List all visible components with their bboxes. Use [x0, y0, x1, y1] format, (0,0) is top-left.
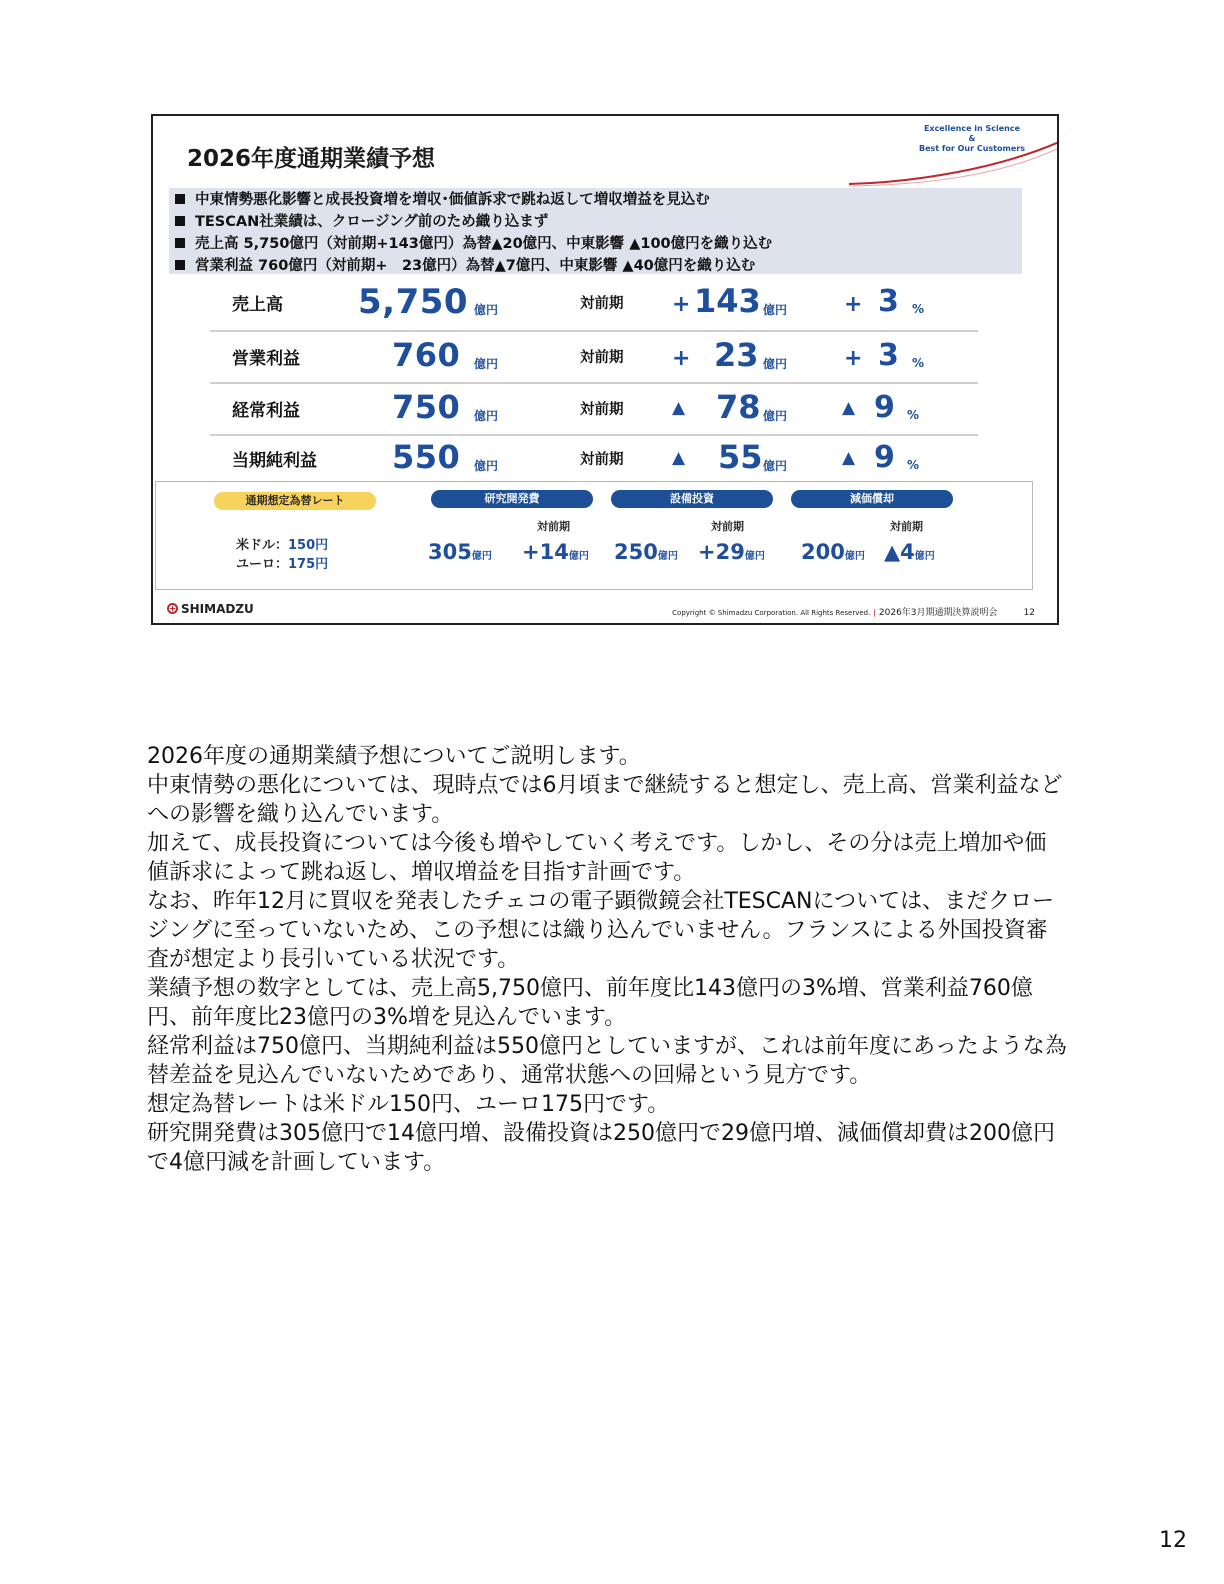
note-paragraph: 経常利益は750億円、当期純利益は550億円としていますが、これは前年度にあったような為替差益を見込んでいないためであり、通常状態への回帰という見方です。 — [147, 1034, 1067, 1088]
kpi-unit: 億円 — [474, 303, 499, 317]
bullet-square-icon — [175, 216, 185, 226]
bullet-square-icon — [175, 238, 185, 248]
rnd-diff — [522, 540, 589, 564]
slide-footer — [672, 605, 1035, 618]
kpi-diff: 23 — [714, 336, 759, 374]
tagline — [907, 124, 1037, 154]
kpi-unit: 億円 — [474, 459, 499, 473]
page-number: 12 — [1159, 1528, 1187, 1553]
kpi-vs-label: 対前期 — [580, 452, 624, 468]
bullet-text: TESCAN社業績は、クロージング前のため織り込まず — [195, 214, 549, 230]
kpi-sign: ▲ — [672, 398, 686, 418]
kpi-pct: 3 — [878, 338, 899, 373]
kpi-pct-sign: + — [844, 346, 863, 371]
depreciation-value-number: 200 — [801, 540, 845, 564]
capex-value-number: 250 — [614, 540, 658, 564]
kpi-row-ordinary-profit — [210, 384, 978, 436]
kpi-pct-unit: % — [907, 458, 920, 472]
rnd-diff-unit: 億円 — [568, 551, 589, 562]
rnd-diff-number: +14 — [522, 540, 569, 564]
bullet-square-icon — [175, 260, 185, 270]
capex-diff-number: +29 — [698, 540, 745, 564]
fx-eur-label: ユーロ： — [236, 557, 289, 572]
fx-usd-label: 米ドル： — [236, 538, 289, 553]
kpi-value: 5,750 — [358, 282, 469, 322]
kpi-value: 550 — [392, 438, 461, 476]
fx-usd — [236, 534, 328, 553]
kpi-label: 当期純利益 — [232, 451, 317, 471]
kpi-diff: 78 — [716, 388, 761, 426]
kpi-unit: 億円 — [474, 357, 499, 371]
capex-diff — [698, 540, 765, 564]
kpi-diff: 143 — [694, 282, 761, 320]
bullet-text: 中東情勢悪化影響と成長投資増を増収･価値訴求で跳ね返して増収増益を見込む — [195, 192, 710, 208]
kpi-pct-unit: % — [907, 408, 920, 422]
kpi-label: 売上高 — [232, 295, 283, 315]
kpi-pct-sign: ▲ — [842, 398, 856, 418]
slide-page-number: 12 — [1023, 608, 1035, 618]
depreciation-pill: 減価償却 — [791, 490, 953, 508]
kpi-pct-sign: ▲ — [842, 448, 856, 468]
fx-investment-box — [155, 481, 1033, 590]
kpi-pct: 9 — [874, 390, 895, 425]
logo-text: SHIMADZU — [181, 602, 254, 616]
kpi-vs-label: 対前期 — [580, 402, 624, 418]
note-paragraph: 業績予想の数字としては、売上高5,750億円、前年度比143億円の3%増、営業利益760億円、前年度比23億円の3%増を見込んでいます。 — [147, 976, 1033, 1030]
kpi-pct-unit: % — [912, 356, 925, 370]
bullet-text: 売上高 5,750億円（対前期+143億円）為替▲20億円、中東影響 ▲100億円を織り込む — [195, 236, 773, 252]
depreciation-diff-number: ▲4 — [884, 540, 915, 564]
kpi-sign: ▲ — [672, 448, 686, 468]
note-paragraph: 加えて、成長投資については今後も増やしていく考えです。しかし、その分は売上増加や価値訴求によって跳ね返し、増収増益を目指す計画です。 — [147, 831, 1047, 885]
bullet-square-icon — [175, 194, 185, 204]
footer-separator: | — [873, 609, 876, 617]
kpi-pct: 3 — [878, 284, 899, 319]
kpi-vs-label: 対前期 — [580, 296, 624, 312]
rnd-value — [428, 540, 492, 564]
rnd-value-number: 305 — [428, 540, 472, 564]
fx-usd-value: 150円 — [288, 538, 329, 553]
bullet-item — [175, 210, 548, 231]
kpi-row-net-income — [210, 434, 978, 486]
bullet-list — [169, 188, 1022, 274]
rnd-vs-label: 対前期 — [537, 520, 570, 533]
kpi-diff-unit: 億円 — [763, 303, 788, 317]
kpi-label: 経常利益 — [232, 401, 300, 421]
event-name: 2026年3月期通期決算説明会 — [878, 608, 998, 618]
tagline-line: Excellence in Science — [923, 124, 1021, 133]
bullet-item — [175, 254, 755, 275]
kpi-diff-unit: 億円 — [763, 459, 788, 473]
slide — [151, 114, 1059, 625]
bullet-item — [175, 232, 772, 253]
depreciation-diff — [884, 540, 935, 564]
kpi-row-operating-profit — [210, 332, 978, 384]
rnd-value-unit: 億円 — [471, 551, 492, 562]
kpi-row-sales — [210, 280, 978, 332]
fx-eur-value: 175円 — [288, 557, 329, 572]
tagline-line: & — [968, 134, 976, 143]
note-paragraph: 研究開発費は305億円で14億円増、設備投資は250億円で29億円増、減価償却費は200億円で4億円減を計画しています。 — [147, 1121, 1055, 1175]
kpi-unit: 億円 — [474, 409, 499, 423]
depreciation-vs-label: 対前期 — [890, 520, 923, 533]
tagline-line: Best for Our Customers — [919, 144, 1025, 153]
kpi-pct: 9 — [874, 440, 895, 475]
kpi-diff-unit: 億円 — [763, 409, 788, 423]
rnd-pill: 研究開発費 — [431, 490, 593, 508]
kpi-diff: 55 — [718, 438, 763, 476]
shimadzu-mark-icon — [167, 603, 178, 614]
copyright-text: Copyright © Shimadzu Corporation. All Rights Reserved. — [672, 609, 871, 617]
speaker-notes — [147, 742, 1067, 1177]
kpi-label: 営業利益 — [232, 349, 300, 369]
kpi-value: 750 — [392, 388, 461, 426]
capex-diff-unit: 億円 — [744, 551, 765, 562]
capex-vs-label: 対前期 — [711, 520, 744, 533]
shimadzu-logo — [167, 602, 254, 616]
kpi-value: 760 — [392, 336, 461, 374]
fx-rate-pill: 通期想定為替レート — [214, 492, 376, 510]
kpi-pct-sign: + — [844, 292, 863, 317]
bullet-text: 営業利益 760億円（対前期+ 23億円）為替▲7億円、中東影響 ▲40億円を織り込む — [195, 258, 756, 274]
note-paragraph: 中東情勢の悪化については、現時点では6月頃まで継続すると想定し、売上高、営業利益などへの影響を織り込んでいます。 — [147, 773, 1063, 827]
capex-pill: 設備投資 — [611, 490, 773, 508]
depreciation-value — [801, 540, 865, 564]
kpi-diff-unit: 億円 — [763, 357, 788, 371]
depreciation-value-unit: 億円 — [844, 551, 865, 562]
capex-value-unit: 億円 — [657, 551, 678, 562]
depreciation-diff-unit: 億円 — [914, 551, 935, 562]
capex-value — [614, 540, 678, 564]
bullet-item — [175, 188, 710, 209]
slide-title: 2026年度通期業績予想 — [187, 146, 436, 172]
kpi-sign: + — [672, 346, 691, 371]
kpi-pct-unit: % — [912, 302, 925, 316]
note-paragraph: 2026年度の通期業績予想についてご説明します。 — [147, 744, 641, 769]
fx-eur — [236, 553, 328, 572]
note-paragraph: 想定為替レートは米ドル150円、ユーロ175円です。 — [147, 1092, 670, 1117]
kpi-vs-label: 対前期 — [580, 350, 624, 366]
kpi-sign: + — [672, 292, 691, 317]
note-paragraph: なお、昨年12月に買収を発表したチェコの電子顕微鏡会社TESCANについては、まだクロージングに至っていないため、この予想には織り込んでいません。フランスによる外国投資審査が想定より長引いている状況です。 — [147, 889, 1055, 972]
